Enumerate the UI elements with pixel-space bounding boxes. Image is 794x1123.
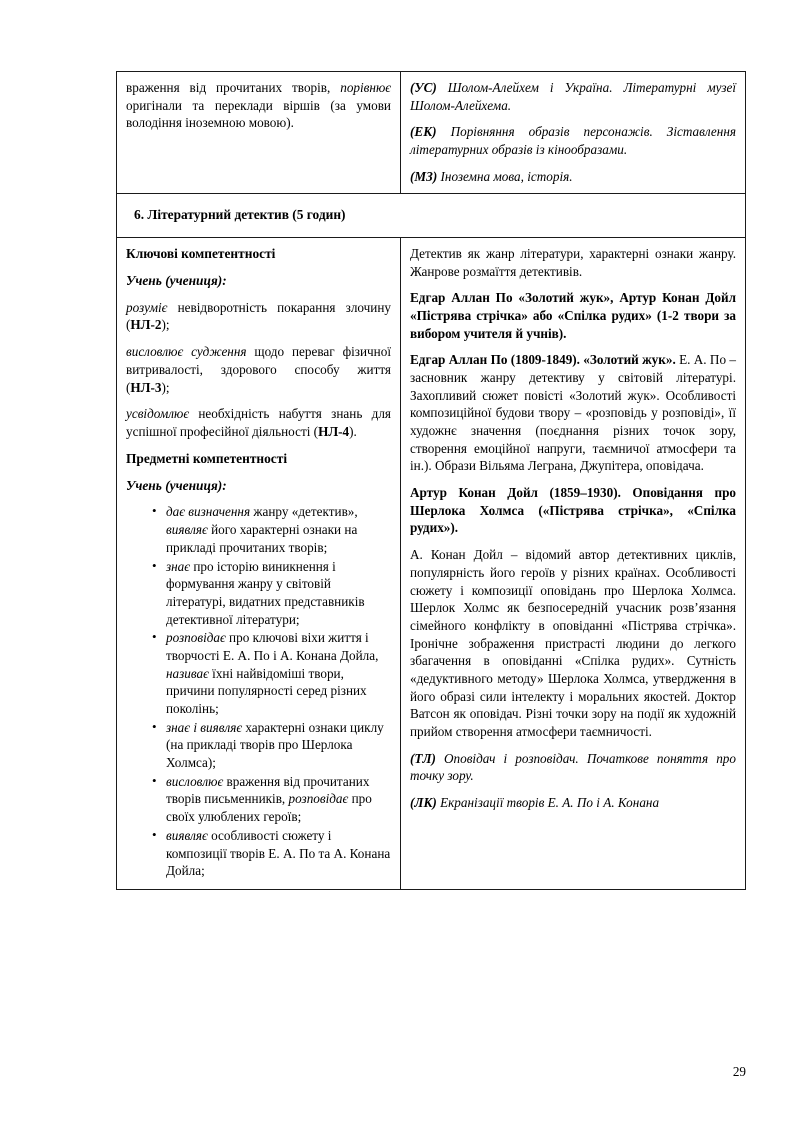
paragraph-run: (ТЛ)	[410, 750, 436, 766]
paragraph-run: Едгар Аллан По (1809-1849). «Золотий жук».	[410, 352, 680, 368]
key-competencies-title: Ключові компетентності	[126, 245, 276, 261]
section-title: 6. Літературний детектив (5 годин)	[134, 207, 346, 223]
kc1-tail: );	[161, 379, 170, 395]
row1-left-pre: враження від прочитаних творів,	[126, 80, 341, 95]
row2-left-cell	[117, 237, 401, 889]
content-paragraphs	[410, 245, 736, 812]
kc2-code: НЛ-4	[318, 423, 350, 439]
paragraph-run: Екранізації творів Е. А. По і А. Конана	[436, 795, 660, 811]
list-item	[152, 827, 391, 880]
tag-us-text: Шолом-Алейхем і Україна. Літературні музеї Шолом-Алейхема.	[410, 80, 736, 113]
paragraph-run: Оповідач і розповідач. Початкове поняття про точку зору.	[410, 750, 736, 784]
pupil-label-2: Учень (учениця):	[126, 477, 227, 493]
row1-left-italic: порівнює	[340, 80, 391, 95]
paragraph-run: А. Конан Дойл – відомий автор детективних циклів, популярність його героїв у різних країнах. Особливості сюжету і композиції оповідань про Шерлока Холмса. Шерлок Холмс як безпосередній учасник розв’язання сімейного конфлікту в оповіданні «Пістрява стрічка». Іронічне зображення пристрасті людини до легкого збагачення в оповіданні «Спілка рудих». Сутність «дедуктивного методу» Шерлока Холмса, утвердження в його образі сили інтелекту і моральних якостей. Доктор Ватсон як оповідач. Різні точки зору на події як художній прийом створення атмосфери таємничості.	[410, 547, 736, 740]
paragraph-run: Е. А. По – засновник жанру детективу у світовій літературі. Захопливий сюжет повісті «Золотий жук». Особливості композиційної будови твору – «розповідь у розповіді», її художнє значення (поєднання різних точок зору, створення емоційної напруги, таємничої атмосфери та ін.). Образи Вільяма Леграна, Джупітера, оповідача.	[410, 352, 736, 474]
page-number: 29	[732, 1064, 746, 1079]
row1-left-paragraph	[126, 79, 391, 132]
bullet-run: знає	[166, 558, 191, 574]
row1-right-item-us	[410, 79, 736, 114]
list-item	[152, 773, 391, 826]
row2-right-cell	[401, 237, 746, 889]
tag-mz: (МЗ)	[410, 168, 438, 184]
bullet-run: його характерні ознаки на прикладі прочитаних творів;	[166, 522, 358, 555]
section-header-cell	[117, 194, 746, 237]
kc2-italic: усвідомлює	[126, 406, 190, 422]
bullet-run: про ключові віхи життя і творчості Е. А. По і А. Конана Дойла,	[166, 630, 379, 663]
kc2-tail: ).	[349, 423, 357, 439]
content-paragraph	[410, 794, 736, 812]
bullet-run: жанру «детектив»,	[250, 504, 358, 520]
row1-left-post: оригінали та переклади віршів (за умови володіння іноземною мовою).	[126, 97, 391, 131]
bullet-run: висловлює	[166, 773, 224, 789]
tag-mz-text: Іноземна мова, історія.	[437, 168, 573, 184]
content-paragraph	[410, 484, 736, 537]
table-row	[117, 237, 746, 889]
row1-right-item-ek	[410, 123, 736, 158]
list-item	[152, 719, 391, 772]
tag-ek: (ЕК)	[410, 124, 437, 140]
bullet-run: враження від прочитаних творів письменників,	[166, 773, 370, 807]
bullet-run: характерні ознаки циклу (на прикладі творів про Шерлока Холмса);	[166, 719, 384, 771]
list-item	[152, 558, 391, 629]
key-competency-item	[126, 299, 391, 334]
list-item	[152, 629, 391, 717]
kc0-italic: розуміє	[126, 299, 168, 315]
table-row	[117, 72, 746, 194]
bullet-run: розповідає	[288, 791, 349, 807]
bullet-run: про історію виникнення і формування жанру у світовій літературі, видатних представників детективної літератури;	[166, 558, 365, 627]
subject-competencies-title: Предметні компетентності	[126, 450, 288, 466]
paragraph-run: Детектив як жанр літератури, характерні ознаки жанру. Жанрове розмаїття детективів.	[410, 245, 736, 279]
content-paragraph	[410, 245, 736, 280]
content-paragraph	[410, 289, 736, 342]
paragraph-run: (ЛК)	[410, 795, 437, 811]
bullet-run: їхні найвідоміші твори, причини популярності серед різних поколінь;	[166, 665, 367, 717]
row1-right-item-mz	[410, 168, 736, 186]
row1-left-cell	[117, 72, 401, 194]
kc0-tail: );	[161, 317, 170, 333]
paragraph-run: Едгар Аллан По «Золотий жук», Артур Конан Дойл «Пістрява стрічка» або «Спілка рудих» (1-2 твори за вибором учителя й учнів).	[410, 290, 736, 341]
bullet-run: особливості сюжету і композиції творів Е. А. По та А. Конана Дойла;	[166, 827, 391, 879]
tag-us: (УС)	[410, 80, 437, 95]
content-paragraph	[410, 546, 736, 741]
kc0-code: НЛ-2	[130, 317, 162, 333]
bullet-run: виявляє	[166, 827, 208, 843]
bullet-run: дає визначення	[166, 504, 251, 520]
row1-right-cell	[401, 72, 746, 194]
subject-competency-list	[126, 503, 391, 879]
bullet-run: про своїх улюблених героїв;	[166, 791, 372, 825]
bullet-run: знає і виявляє	[166, 719, 243, 735]
list-item	[152, 503, 391, 556]
content-paragraph	[410, 750, 736, 785]
bullet-run: називає	[166, 665, 209, 681]
kc1-code: НЛ-3	[130, 379, 162, 395]
tag-ek-text: Порівняння образів персонажів. Зіставлення літературних образів із кінообразами.	[410, 124, 736, 158]
pupil-label-1: Учень (учениця):	[126, 272, 227, 288]
bullet-run: виявляє	[166, 522, 208, 538]
content-paragraph	[410, 351, 736, 475]
paragraph-run: Артур Конан Дойл (1859–1930). Оповідання про Шерлока Холмса («Пістрява стрічка», «Спілка рудих»).	[410, 485, 736, 536]
kc0-text: невідворотність покарання злочину (	[126, 299, 391, 333]
kc1-italic: висловлює судження	[126, 344, 247, 360]
bullet-run: розповідає	[166, 630, 226, 646]
section-header-row	[117, 194, 746, 237]
kc2-text: необхідність набуття знань для успішної професійної діяльності (	[126, 406, 391, 439]
key-competency-item	[126, 343, 391, 396]
key-competency-item	[126, 405, 391, 440]
kc1-text: щодо переваг фізичної витривалості, здорового способу життя (	[126, 344, 391, 395]
curriculum-table	[116, 71, 746, 890]
